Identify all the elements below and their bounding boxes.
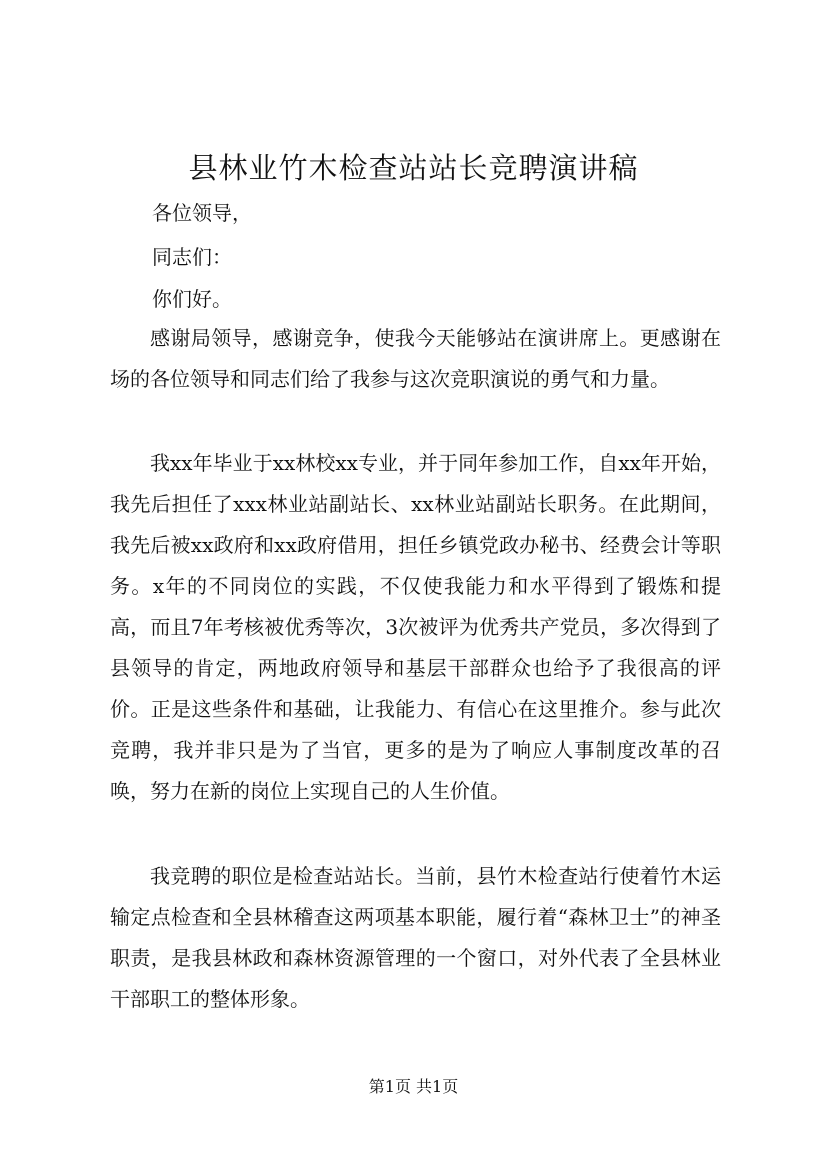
paragraph-thanks: 感谢局领导，感谢竞争，使我今天能够站在演讲席上。更感谢在场的各位领导和同志们给了我参与这次竞职演说的勇气和力量。 bbox=[110, 326, 721, 391]
salutation-leaders: 各位领导， bbox=[152, 201, 252, 225]
salutation-comrades: 同志们： bbox=[152, 245, 232, 269]
paragraph-background: 我xx年毕业于xx林校xx专业，并于同年参加工作，自xx年开始，我先后担任了xxx林业站副站长、xx林业站副站长职务。在此期间，我先后被xx政府和xx政府借用，担任乡镇党政办秘书、经费会计等职务。x年的不同岗位的实践，不仅使我能力和水平得到了锻炼和提高，而且7年考核被优秀等次，3次被评为优秀共产党员，多次得到了县领导的肯定，两地政府领导和基层干部群众也给予了我很高的评价。正是这些条件和基础，让我能力、有信心在这里推介。参与此次竞聘，我并非只是为了当官，更多的是为了响应人事制度改革的召唤，努力在新的岗位上实现自己的人生价值。 bbox=[110, 451, 721, 803]
page-footer: 第1页 共1页 bbox=[368, 1077, 459, 1096]
paragraph-position: 我竞聘的职位是检查站站长。当前，县竹木检查站行使着竹木运输定点检查和全县林稽查这两项基本职能，履行着“森林卫士”的神圣职责，是我县林政和森林资源管理的一个窗口，对外代表了全县林业干部职工的整体形象。 bbox=[110, 864, 721, 1011]
salutation-greeting: 你们好。 bbox=[152, 287, 232, 311]
document-title: 县林业竹木检查站站长竞聘演讲稿 bbox=[188, 151, 639, 185]
